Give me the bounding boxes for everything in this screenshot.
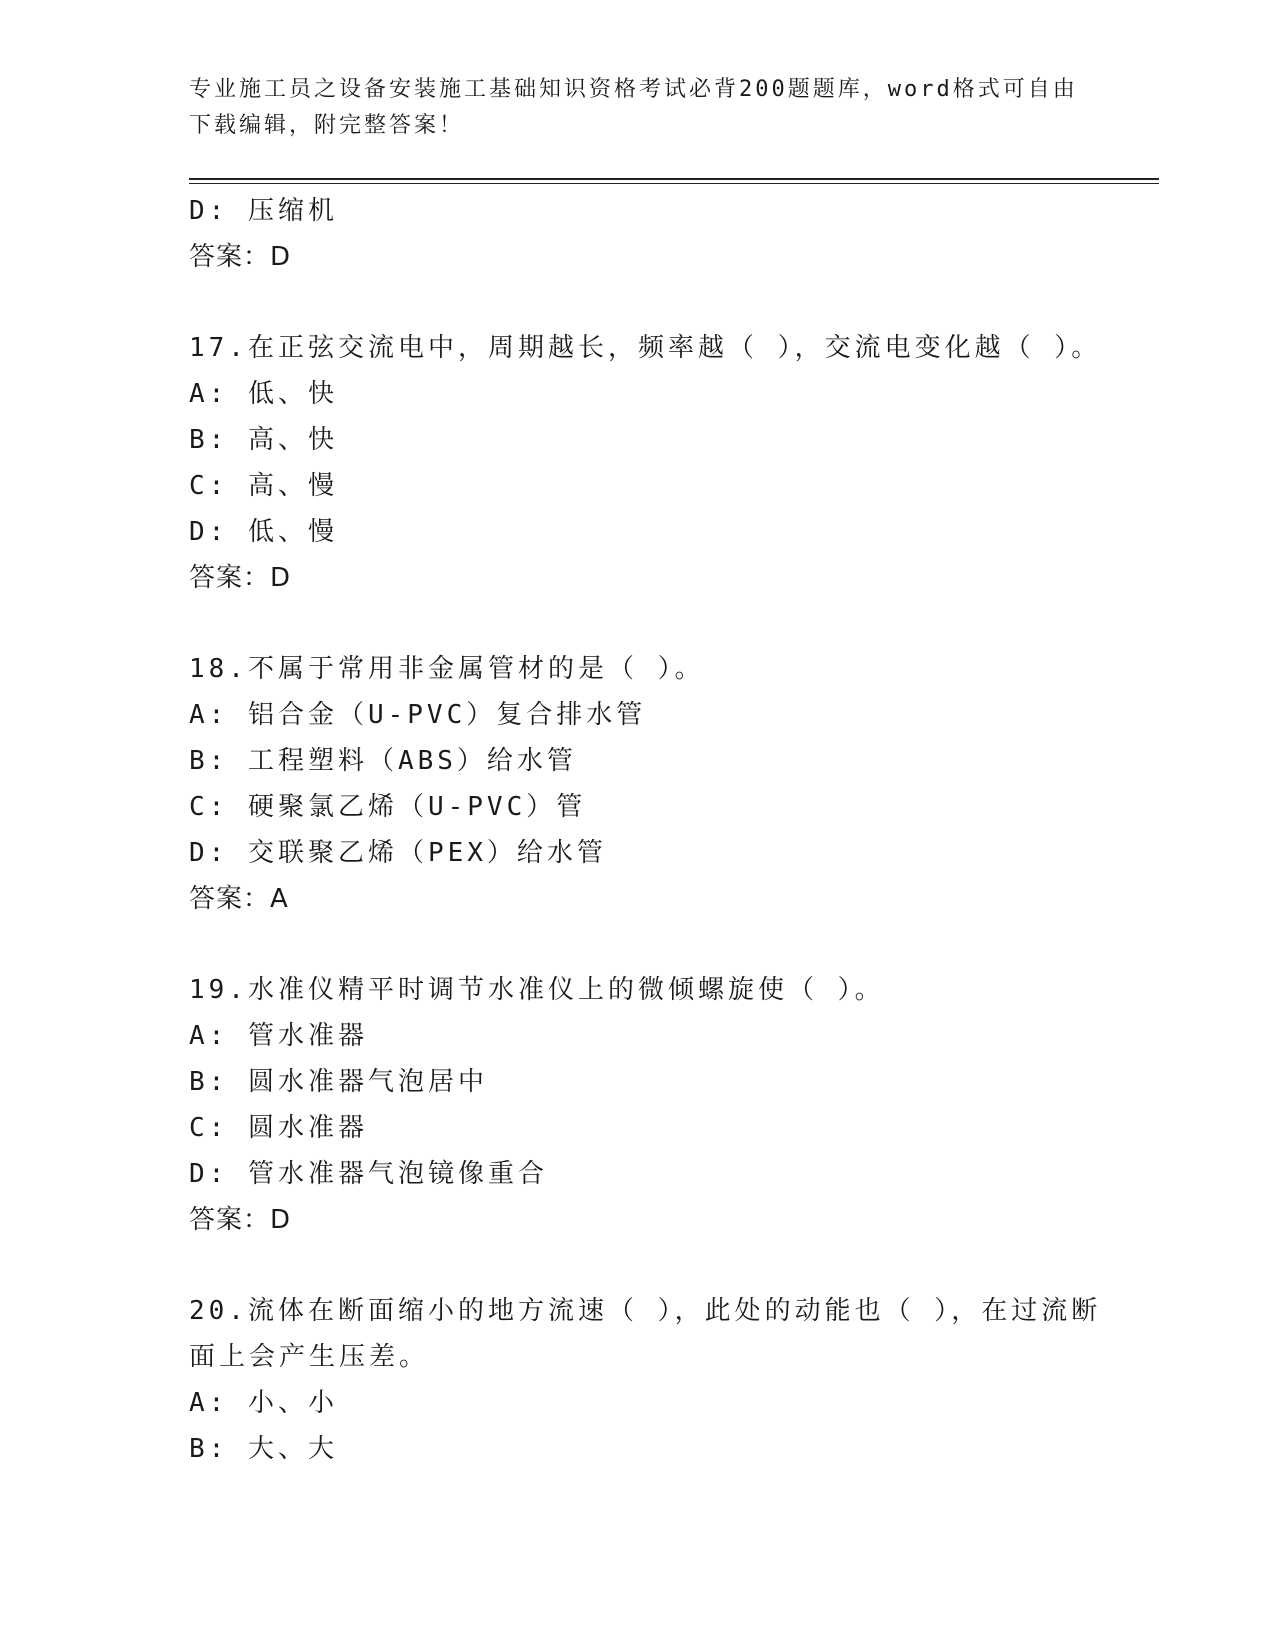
- option-a: A: 小、小: [189, 1388, 338, 1418]
- option-a: A: 铝合金（U-PVC）复合排水管: [189, 700, 647, 730]
- prev-option-d: D: 压缩机: [189, 196, 338, 226]
- option-d: D: 低、慢: [189, 517, 338, 547]
- question-title-line-1: 20.流体在断面缩小的地方流速（ ），此处的动能也（ ），在过流断: [189, 1296, 1102, 1326]
- question-title: 17.在正弦交流电中，周期越长，频率越（ ），交流电变化越（ ）。: [189, 333, 1102, 363]
- header-line-2: 下载编辑，附完整答案！: [189, 113, 465, 138]
- header-divider-thick: [189, 178, 1159, 180]
- option-c: C: 圆水准器: [189, 1113, 368, 1143]
- option-b: B: 圆水准器气泡居中: [189, 1067, 488, 1097]
- option-b: B: 大、大: [189, 1434, 338, 1464]
- option-b: B: 工程塑料（ABS）给水管: [189, 746, 577, 776]
- question-17: [189, 325, 1102, 601]
- option-a: A: 低、快: [189, 379, 338, 409]
- question-title-line-2: 面上会产生压差。: [189, 1342, 430, 1372]
- answer: 答案：A: [189, 884, 289, 914]
- prev-answer: 答案：D: [189, 242, 292, 272]
- header-line-1: 专业施工员之设备安装施工基础知识资格考试必背200题题库，word格式可自由: [189, 77, 1078, 102]
- option-b: B: 高、快: [189, 425, 338, 455]
- question-18: [189, 646, 1089, 922]
- question-19: [189, 967, 1089, 1243]
- option-d: D: 交联聚乙烯（PEX）给水管: [189, 838, 607, 868]
- option-c: C: 硬聚氯乙烯（U-PVC）管: [189, 792, 587, 822]
- answer: 答案：D: [189, 563, 292, 593]
- question-title: 19.水准仪精平时调节水准仪上的微倾螺旋使（ ）。: [189, 975, 885, 1005]
- option-c: C: 高、慢: [189, 471, 338, 501]
- question-title: 18.不属于常用非金属管材的是（ ）。: [189, 654, 705, 684]
- option-a: A: 管水准器: [189, 1021, 368, 1051]
- question-20: [189, 1288, 1102, 1472]
- document-header: [189, 72, 1089, 144]
- answer: 答案：D: [189, 1205, 292, 1235]
- header-divider-thin: [189, 183, 1159, 184]
- option-d: D: 管水准器气泡镜像重合: [189, 1159, 548, 1189]
- question-content: [189, 188, 1102, 1472]
